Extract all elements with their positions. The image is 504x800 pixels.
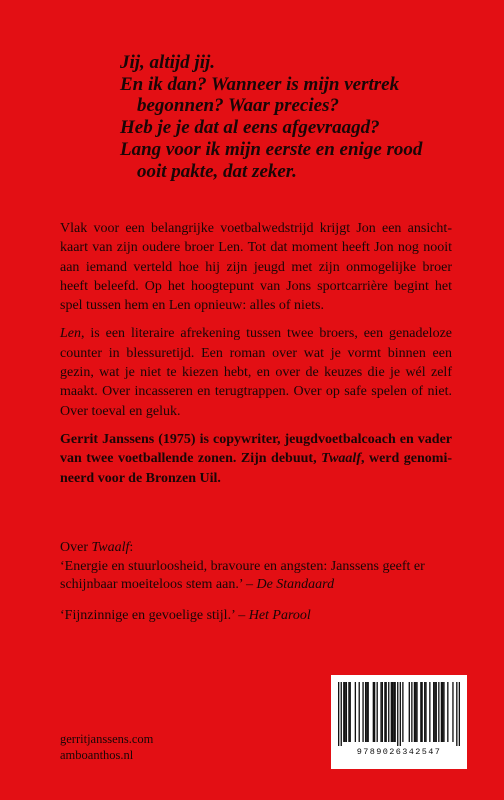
blurb-line: counter in blessuretijd. Een roman over wat je vormt binnen een xyxy=(60,345,452,361)
isbn-number: 9789026342547 xyxy=(356,747,442,757)
barcode-bar xyxy=(456,682,457,746)
barcode-bar xyxy=(459,682,460,746)
barcode-bar xyxy=(338,682,339,746)
barcode-bar xyxy=(416,682,417,742)
barcode-bar xyxy=(400,682,401,746)
blurb-line: Len, is een literaire afrekening tussen twee broers, een genadeloze xyxy=(60,326,452,342)
author-bio-line: Gerrit Janssens (1975) is copywriter, jeugdvoetbalcoach en vader xyxy=(60,431,452,447)
barcode-bar xyxy=(346,682,347,742)
websites xyxy=(60,731,153,763)
barcode-bar xyxy=(348,682,349,742)
barcode-bar xyxy=(411,682,412,742)
barcode-bar xyxy=(350,682,351,742)
barcode-bar xyxy=(355,682,356,742)
author-website-link[interactable]: gerritjanssens.com xyxy=(60,732,154,746)
review-quote-line: ‘Fijnzinnige en gevoelige stijl.’ – Het Parool xyxy=(60,607,311,623)
barcode-bar xyxy=(402,682,403,742)
review-block xyxy=(60,539,452,595)
poem-line: Jij, altijd jij. xyxy=(120,52,216,73)
barcode-bar xyxy=(343,682,344,742)
debut-title: Twaalf xyxy=(321,451,361,467)
review-source: Het Parool xyxy=(248,607,311,623)
barcode-bar xyxy=(380,682,381,742)
barcode-bar xyxy=(365,682,366,742)
barcode-bar xyxy=(359,682,360,742)
poem-excerpt xyxy=(120,52,480,182)
review-header: Over Twaalf: xyxy=(60,540,134,555)
barcode-bar xyxy=(425,682,426,742)
author-bio-line: van twee voetballende zonen. Zijn debuut, Twaalf, werd genomi- xyxy=(60,451,452,467)
poem-line: ooit pakte, dat zeker. xyxy=(137,160,297,182)
barcode-bar xyxy=(395,682,396,742)
barcode-bar xyxy=(392,682,393,742)
barcode-icon xyxy=(338,682,460,746)
barcode-bar xyxy=(366,682,367,742)
blurb-line: spel tussen hem en Len opnieuw: alles of niets. xyxy=(60,298,324,314)
barcode-bar xyxy=(415,682,416,742)
barcode-bar xyxy=(443,682,444,742)
barcode-bar xyxy=(397,682,398,746)
blurb-line: Over toeval en geluk. xyxy=(60,403,181,419)
blurb-line: heeft beleefd. Op het hoogtepunt van Jons sportcarrière begint het xyxy=(60,278,452,294)
barcode-bar xyxy=(393,682,394,742)
blurb-paragraph-summary xyxy=(60,219,452,315)
blurb-line: kaart van zijn oudere broer Len. Tot dat moment heeft Jon nog nooit xyxy=(60,240,452,256)
barcode-bar xyxy=(433,682,434,742)
blurb-paragraph-description xyxy=(60,324,452,420)
barcode-bar xyxy=(368,682,369,742)
barcode-bar xyxy=(434,682,435,742)
barcode-bar xyxy=(362,682,363,742)
barcode-bar xyxy=(373,682,374,742)
barcode-bar xyxy=(420,682,421,742)
barcode-bar xyxy=(421,682,422,742)
barcode-bar xyxy=(341,682,342,746)
blurb xyxy=(60,219,452,497)
barcode-bar xyxy=(436,682,437,742)
isbn-barcode xyxy=(331,675,467,769)
barcode-bar xyxy=(384,682,385,742)
publisher-website-link[interactable]: amboanthos.nl xyxy=(60,748,134,762)
barcode-bar xyxy=(447,682,448,742)
barcode-bar xyxy=(414,682,415,742)
poem-line: begonnen? Waar precies? xyxy=(137,95,339,117)
barcode-bar xyxy=(442,682,443,742)
barcode-bar xyxy=(424,682,425,742)
barcode-bar xyxy=(452,682,453,742)
review-quote-line: schijnbaar moeiteloos stem aan.’ – De Standaard xyxy=(60,577,335,592)
barcode-bar xyxy=(374,682,375,742)
barcode-bar xyxy=(382,682,383,742)
poem-line: Heb je je dat al eens afgevraagd? xyxy=(120,117,380,139)
poem-line: Lang voor ik mijn eerste en enige rood xyxy=(120,138,423,160)
barcode-bar xyxy=(344,682,345,742)
author-bio xyxy=(60,430,452,488)
author-bio-line: neerd voor de Bronzen Uil. xyxy=(60,470,221,486)
review-quote-line: ‘Energie en stuurloosheid, bravoure en angsten: Janssens geeft er xyxy=(60,558,425,574)
barcode-bar xyxy=(386,682,387,742)
blurb-line: Vlak voor een belangrijke voetbalwedstrijd krijgt Jon een ansicht- xyxy=(60,221,452,236)
barcode-bar xyxy=(377,682,378,742)
barcode-bar xyxy=(391,682,392,742)
barcode-bar xyxy=(441,682,442,742)
barcode-bar xyxy=(438,682,439,742)
review-block xyxy=(60,607,452,626)
poem-line: En ik dan? Wanneer is mijn vertrek xyxy=(120,73,400,95)
barcode-bar xyxy=(388,682,389,742)
blurb-line: maakt. Over incasseren en terugtrappen. Over op safe spelen of niet. xyxy=(60,384,452,400)
review-quotes xyxy=(60,539,452,637)
barcode-bar xyxy=(429,682,430,742)
book-title: Len xyxy=(60,326,81,342)
blurb-line: gezin, wat je niet te kiezen hebt, en over de keuzes die je wél zelf xyxy=(60,365,452,381)
barcode-bar xyxy=(409,682,410,742)
review-source: De Standaard xyxy=(256,577,335,592)
blurb-line: aan iemand verteld hoe hij zijn jeugd met zijn onmogelijke broer xyxy=(60,259,452,275)
